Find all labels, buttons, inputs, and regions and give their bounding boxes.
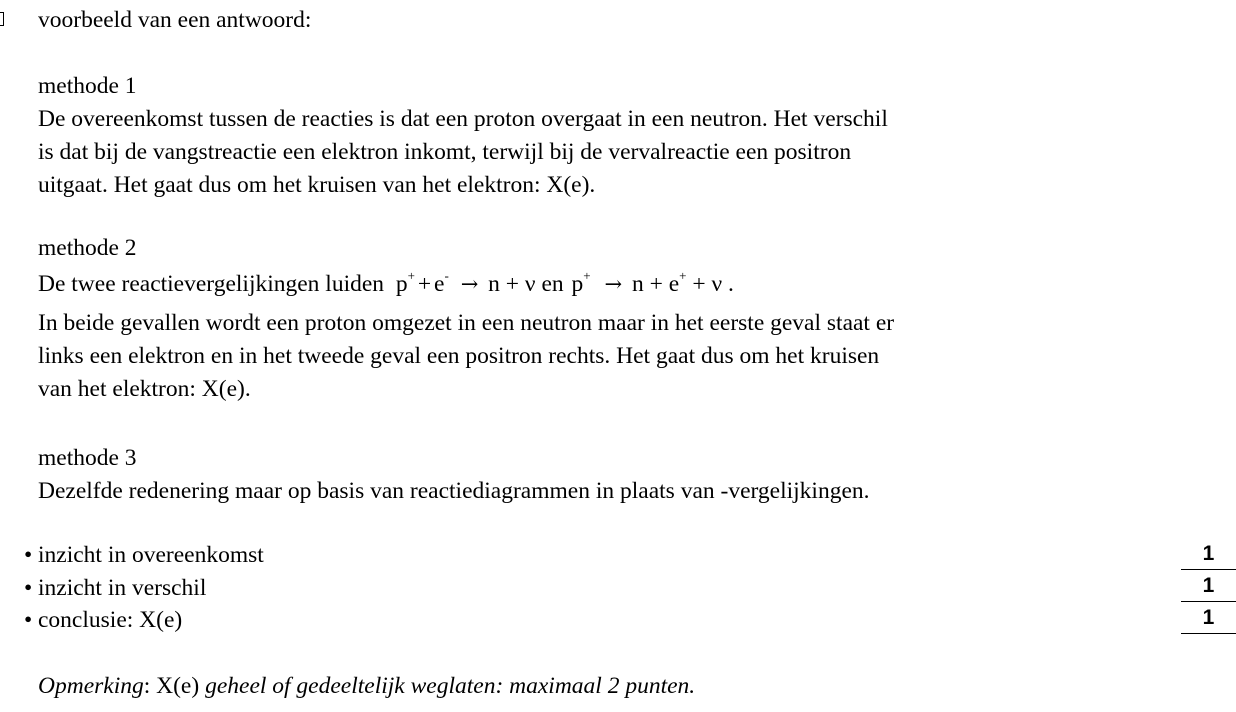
criterion-points: 1 xyxy=(1181,538,1236,570)
method-title: methode 2 xyxy=(38,235,137,261)
method-text-line: In beide gevallen wordt een proton omgezet in een neutron maar in het eerste geval staat er xyxy=(38,310,895,336)
method-text-line: is dat bij de vangstreactie een elektron inkomt, terwijl bij de vervalreactie een positron xyxy=(38,139,852,165)
method-text-line: De overeenkomst tussen de reacties is dat een proton overgaat in een neutron. Het verschil xyxy=(38,106,888,132)
equation-1: p+ + e- → n + ν en xyxy=(395,268,564,297)
criterion-label: inzicht in overeenkomst xyxy=(38,542,264,568)
remark-label: Opmerking xyxy=(38,673,144,699)
remark-symbol: X(e) xyxy=(156,673,200,699)
remark: Opmerking: X(e) geheel of gedeeltelijk weglaten: maximaal 2 punten. xyxy=(38,673,696,699)
method-text-line: links een elektron en in het tweede geval een positron rechts. Het gaat dus om het kruisen xyxy=(38,343,880,369)
remark-text: geheel of gedeeltelijk weglaten: maximaal 2 punten. xyxy=(205,673,696,699)
equation-2: p+ → n + e+ + ν . xyxy=(571,268,734,297)
criterion-label: conclusie: X(e) xyxy=(38,607,183,633)
reaction-arrow: → xyxy=(460,272,479,296)
reaction-equations xyxy=(38,268,894,301)
method-2 xyxy=(38,232,894,406)
criterion-row xyxy=(24,539,264,572)
reaction-arrow: → xyxy=(604,272,623,296)
method-text-line: uitgaat. Het gaat dus om het kruisen van het elektron: X(e). xyxy=(38,172,596,198)
criterion-label: inzicht in verschil xyxy=(38,575,207,601)
bullet-icon: • xyxy=(24,607,33,633)
bullet-icon: • xyxy=(24,575,33,601)
criterion-points: 1 xyxy=(1181,602,1236,634)
method-text-line: van het elektron: X(e). xyxy=(38,376,251,402)
criterion-points: 1 xyxy=(1181,570,1236,602)
intro-text: voorbeeld van een antwoord: xyxy=(38,7,312,33)
method-title: methode 1 xyxy=(38,73,137,99)
method-3 xyxy=(38,442,870,508)
criterion-row xyxy=(24,572,206,605)
method-title: methode 3 xyxy=(38,445,137,471)
equation-intro: De twee reactievergelijkingen luiden xyxy=(38,271,385,297)
answer-checkbox-marker xyxy=(0,12,4,26)
bullet-icon: • xyxy=(24,542,33,568)
method-text-line: Dezelfde redenering maar op basis van reactiediagrammen in plaats van -vergelijkingen. xyxy=(38,478,870,504)
criterion-row xyxy=(24,604,182,637)
method-1 xyxy=(38,70,888,202)
